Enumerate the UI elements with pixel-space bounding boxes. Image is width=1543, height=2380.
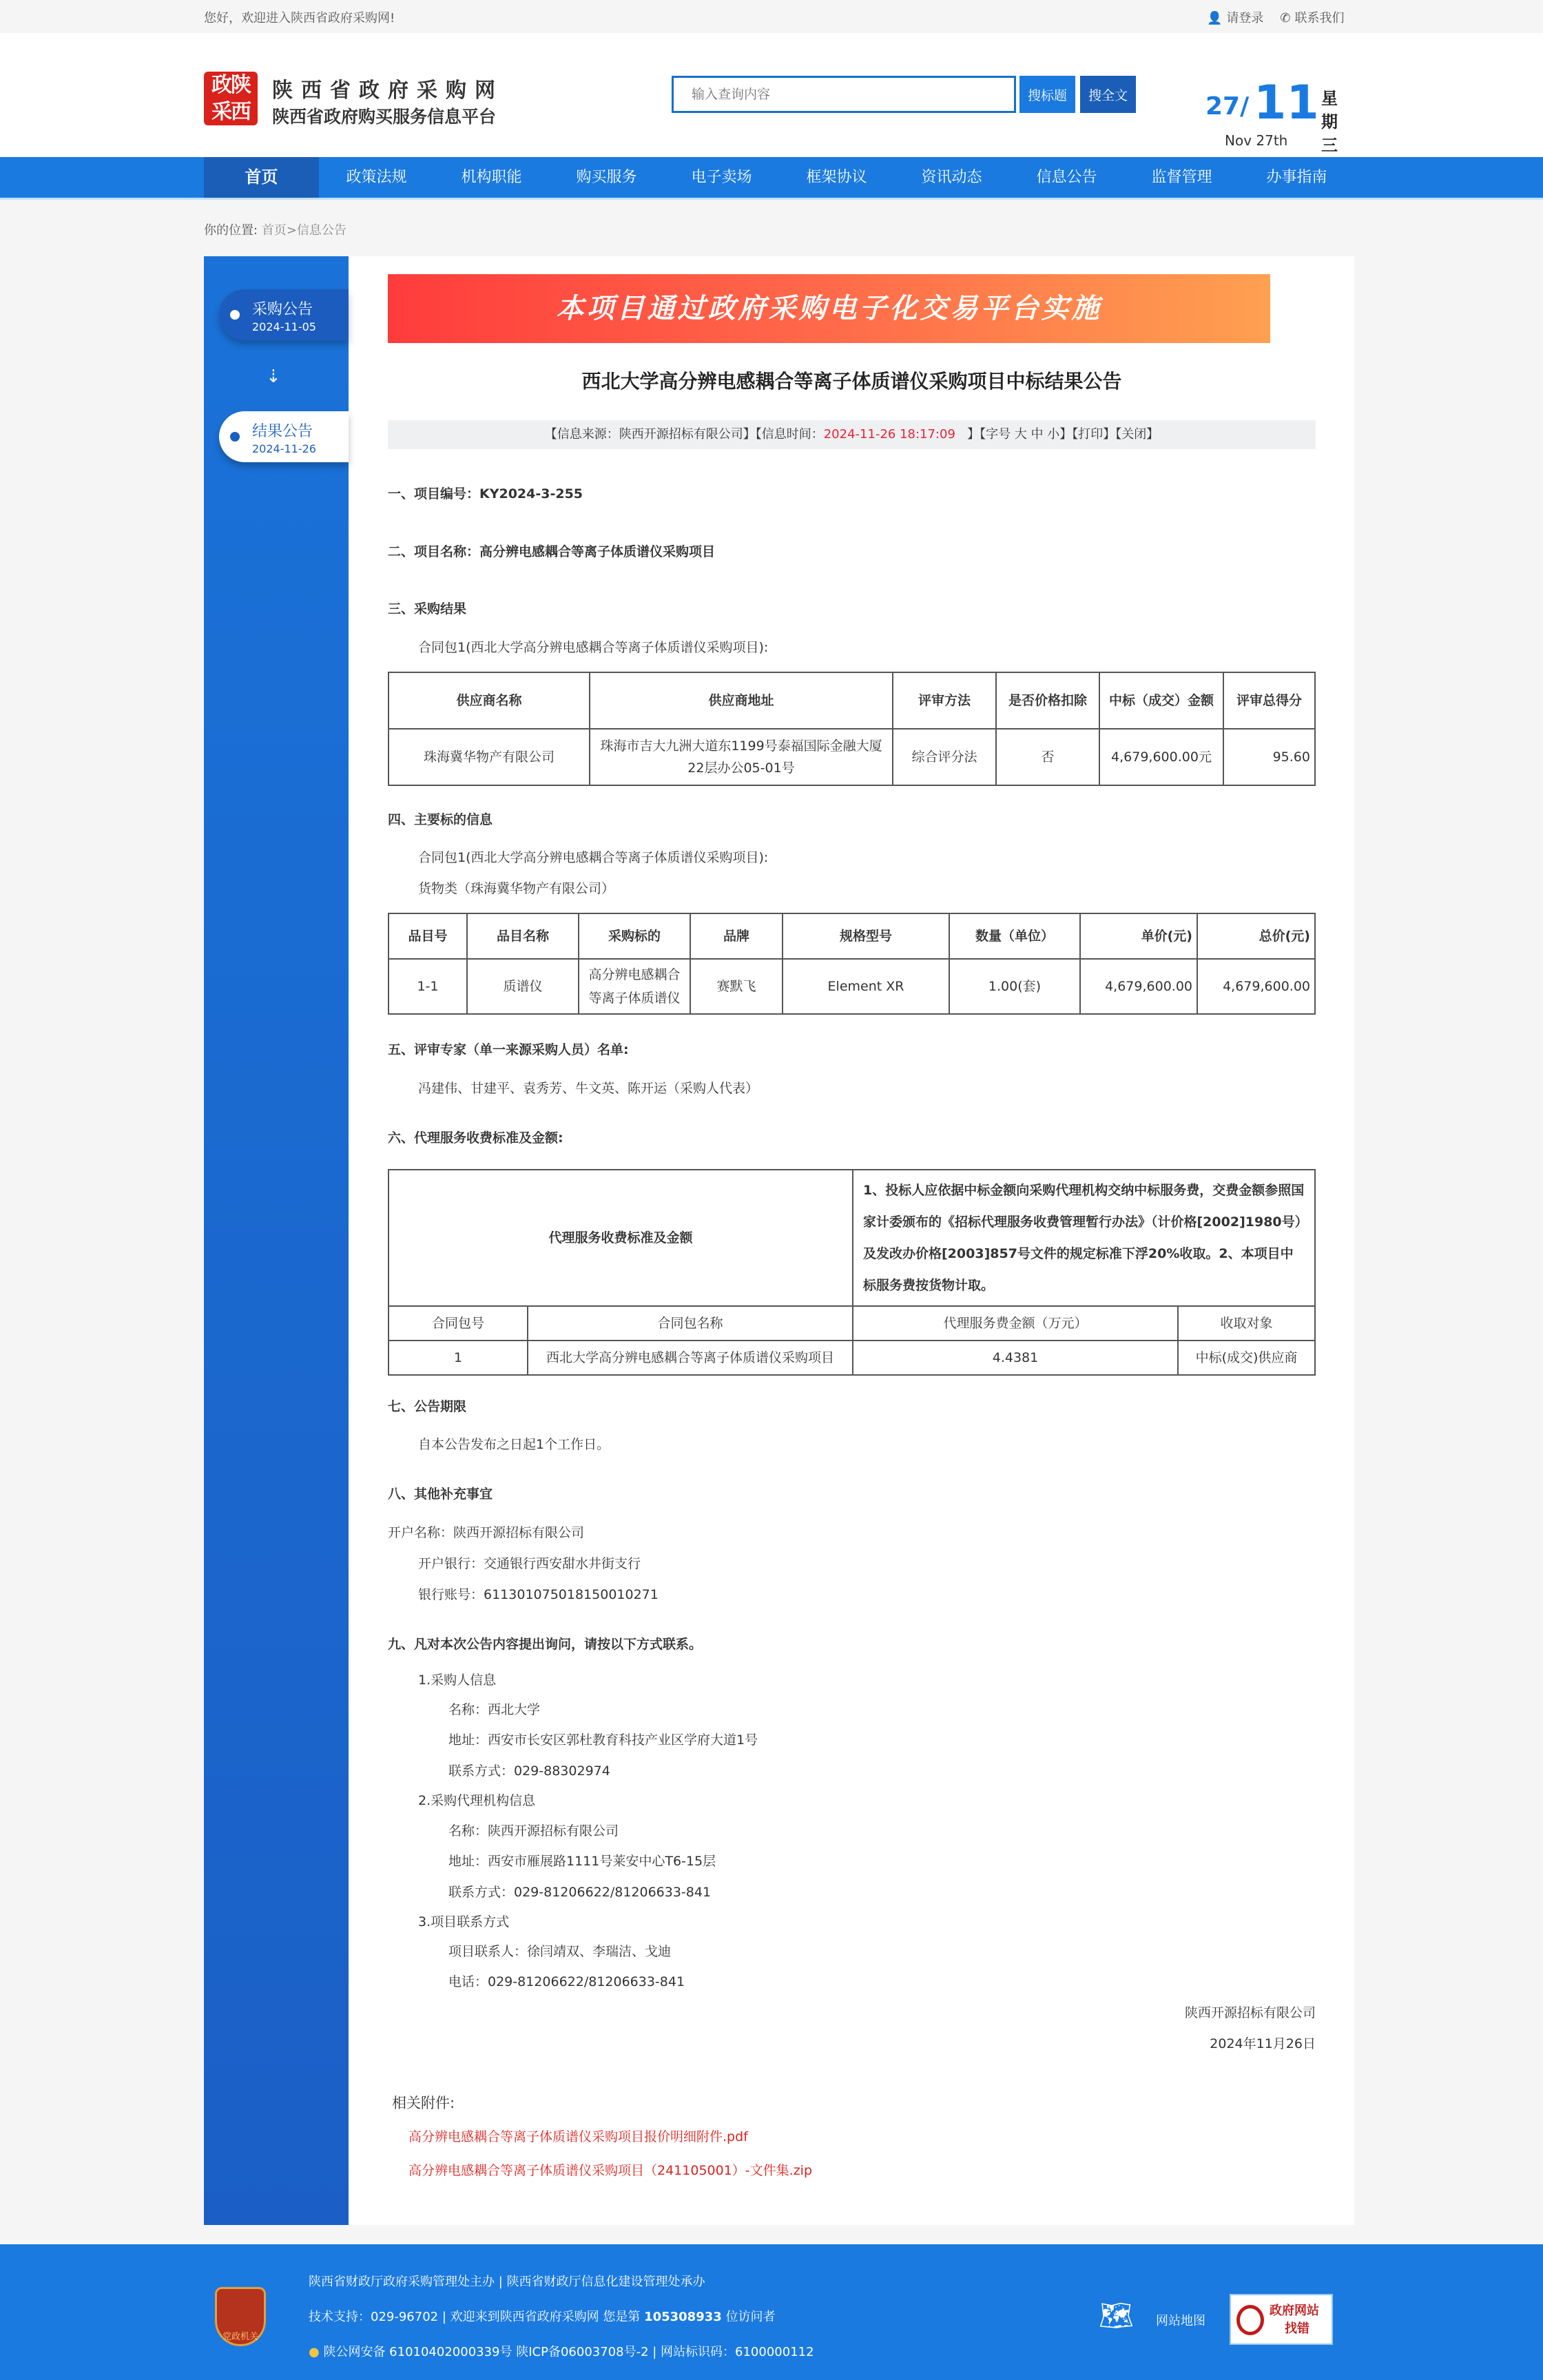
breadcrumb-home[interactable]: 首页: [261, 223, 287, 238]
contact-line: 名称：西北大学: [448, 1702, 541, 1717]
contact-group: 1.采购人信息: [418, 1673, 497, 1688]
period-text: 自本公告发布之日起1个工作日。: [418, 1437, 610, 1452]
signature-date: 2024年11月26日: [1210, 2036, 1316, 2051]
site-subtitle: 陕西省政府购买服务信息平台: [272, 107, 497, 127]
breadcrumb-current[interactable]: >信息公告: [286, 223, 346, 238]
table-row: [389, 1341, 1315, 1375]
footer-support: 技术支持：029-96702 | 欢迎来到陕西省政府采购网 您是第 105308933 位访问者: [309, 2310, 776, 2324]
section-heading: 一、项目编号：KY2024-3-255: [388, 486, 583, 501]
attachments-label: 相关附件:: [392, 2095, 455, 2111]
nav-item[interactable]: 资讯动态: [921, 169, 982, 186]
top-bar: [0, 0, 1543, 33]
result-table: [388, 672, 1316, 786]
section-heading: 七、公告期限: [388, 1399, 467, 1414]
login-label: 请登录: [1226, 11, 1264, 25]
step-label: 采购公告: [252, 301, 313, 318]
footer: [0, 2244, 1543, 2380]
cell: 合同包号: [389, 1306, 528, 1341]
fee-description: 1、投标人应依据中标金额向采购代理机构交纳中标服务费，交费金额参照国家计委颁布的《招标代理服务收费管理暂行办法》（计价格[2002]1980号）及发改办价格[2003]857号文件的规定标准下浮20%收取。2、本项目中标服务费按货物计取。: [853, 1170, 1315, 1306]
footer-sponsor: 陕西省财政厅政府采购管理处主办 | 陕西省财政厅信息化建设管理处承办: [309, 2275, 705, 2289]
cell: Element XR: [783, 959, 949, 1014]
col-header: 是否价格扣除: [996, 672, 1099, 729]
progress-sidebar: [204, 256, 349, 2225]
user-icon: 👤: [1207, 11, 1223, 25]
site-logo[interactable]: 政陕 采西: [204, 72, 258, 125]
contact-link[interactable]: [1280, 8, 1344, 26]
section-heading: 八、其他补充事宜: [388, 1487, 493, 1502]
experts-text: 冯建伟、甘建平、袁秀芳、牛文英、陈开运（采购人代表）: [418, 1081, 759, 1096]
footer-icp: ● 陕公网安备 61010402000339号 陕ICP备06003708号-2 | 网站标识码：6100000112: [309, 2345, 814, 2359]
col-header: 数量（单位）: [949, 913, 1080, 959]
police-emblem-icon: ●: [309, 2345, 320, 2359]
cell: 高分辨电感耦合等离子体质谱仪: [579, 959, 690, 1014]
section-heading: 六、代理服务收费标准及金额:: [388, 1130, 563, 1146]
account-number: 银行账号：611301075018150010271: [418, 1587, 659, 1602]
col-header: 品牌: [690, 913, 783, 959]
col-header: 供应商名称: [389, 672, 590, 729]
section-heading: 五、评审专家（单一来源采购人员）名单:: [388, 1042, 629, 1057]
cell: 珠海冀华物产有限公司: [389, 729, 590, 785]
cell: 否: [996, 729, 1099, 785]
weekday: 星期三: [1321, 89, 1338, 155]
attachment-link[interactable]: 高分辨电感耦合等离子体质谱仪采购项目报价明细附件.pdf: [408, 2129, 748, 2144]
contact-line: 联系方式：029-81206622/81206633-841: [448, 1885, 712, 1900]
visitor-count: 105308933: [644, 2310, 722, 2324]
section-heading: 三、采购结果: [388, 601, 467, 617]
search-fulltext-button[interactable]: 搜全文: [1080, 76, 1136, 113]
step-dot: [230, 432, 240, 442]
search-input[interactable]: [672, 76, 1016, 113]
info-actions[interactable]: 】【字号 大 中 小】【打印】【关闭】: [967, 427, 1159, 442]
welcome-text: 您好，欢迎进入陕西省政府采购网!: [204, 11, 395, 25]
contact-line: 名称：陕西开源招标有限公司: [448, 1823, 619, 1839]
section-heading: 九、凡对本次公告内容提出询问，请按以下方式联系。: [388, 1637, 703, 1652]
cell: 1.00(套): [949, 959, 1080, 1014]
signature-org: 陕西开源招标有限公司: [1184, 2005, 1316, 2020]
cell: 赛默飞: [690, 959, 783, 1014]
table-row: [389, 959, 1315, 1014]
contact-line: 电话：029-81206622/81206633-841: [448, 1974, 685, 1989]
nav-item[interactable]: 电子卖场: [691, 169, 752, 186]
nav-item[interactable]: 办事指南: [1266, 169, 1327, 186]
col-header: 评审总得分: [1223, 672, 1315, 729]
step-label: 结果公告: [252, 423, 313, 440]
col-header: 供应商地址: [590, 672, 893, 729]
platform-banner: 本项目通过政府采购电子化交易平台实施: [388, 274, 1270, 343]
cell: 收取对象: [1178, 1306, 1315, 1341]
attachment-link[interactable]: 高分辨电感耦合等离子体质谱仪采购项目（241105001）-文件集.zip: [408, 2163, 813, 2178]
party-government-badge[interactable]: 党政机关: [215, 2287, 266, 2346]
col-header: 品目名称: [467, 913, 579, 959]
info-source: 【信息来源：陕西开源招标有限公司】【信息时间：: [544, 427, 824, 442]
nav-item[interactable]: 框架协议: [806, 169, 867, 186]
contact-line: 项目联系人：徐闫靖双、李瑞洁、戈迪: [448, 1944, 672, 1959]
account-name: 开户名称：陕西开源招标有限公司: [388, 1525, 585, 1540]
contact-line: 地址：西安市雁展路1111号莱安中心T6-15层: [448, 1854, 716, 1869]
date-day: 27/: [1205, 92, 1250, 121]
items-table: [388, 913, 1316, 1015]
info-bar: [388, 420, 1316, 449]
site-name: 陕西省政府采购网: [272, 79, 504, 103]
contact-group: 2.采购代理机构信息: [418, 1793, 536, 1808]
col-header: 总价(元): [1197, 913, 1315, 959]
report-error-button[interactable]: 政府网站 找错: [1230, 2294, 1333, 2345]
map-icon[interactable]: 🗺: [1099, 2300, 1134, 2332]
col-header: 评审方法: [893, 672, 996, 729]
search-title-button[interactable]: 搜标题: [1019, 76, 1075, 113]
arrow-down-icon: ⇣: [266, 366, 281, 387]
date-month: 11: [1254, 76, 1319, 130]
fee-label: 代理服务收费标准及金额: [389, 1170, 853, 1306]
nav-item[interactable]: 首页: [204, 157, 319, 198]
cell: 代理服务费金额（万元）: [853, 1306, 1178, 1341]
cell: 95.60: [1223, 729, 1315, 785]
package-text: 合同包1(西北大学高分辨电感耦合等离子体质谱仪采购项目):: [418, 850, 769, 865]
col-header: 品目号: [389, 913, 467, 959]
col-header: 采购标的: [579, 913, 690, 959]
col-header: 单价(元): [1080, 913, 1197, 959]
step-result-notice[interactable]: [219, 411, 349, 462]
bank-name: 开户银行：交通银行西安甜水井街支行: [418, 1556, 641, 1571]
cell: 质谱仪: [467, 959, 579, 1014]
main-nav: [0, 157, 1543, 200]
nav-item[interactable]: 政策法规: [346, 169, 407, 186]
nav-item[interactable]: 机构职能: [461, 169, 522, 186]
magnifier-icon: [1236, 2305, 1264, 2335]
nav-item[interactable]: 购买服务: [576, 169, 637, 186]
main-panel: [204, 256, 1354, 2225]
breadcrumb: [204, 220, 346, 238]
table-row: [389, 729, 1315, 785]
section-heading: 二、项目名称：高分辨电感耦合等离子体质谱仪采购项目: [388, 544, 716, 559]
cell: 1-1: [389, 959, 467, 1014]
package-text: 合同包1(西北大学高分辨电感耦合等离子体质谱仪采购项目):: [418, 640, 769, 655]
fee-table: [388, 1169, 1316, 1376]
cell: 4.4381: [853, 1341, 1178, 1375]
contact-label: 联系我们: [1294, 11, 1345, 25]
section-heading: 四、主要标的信息: [388, 812, 493, 827]
login-link[interactable]: [1207, 8, 1263, 26]
col-header: 规格型号: [783, 913, 949, 959]
category-text: 货物类（珠海冀华物产有限公司）: [418, 881, 615, 896]
cell: 中标(成交)供应商: [1178, 1341, 1315, 1375]
cell: 4,679,600.00: [1197, 959, 1315, 1014]
page-title: 西北大学高分辨电感耦合等离子体质谱仪采购项目中标结果公告: [581, 370, 1122, 393]
cell: 1: [389, 1341, 528, 1375]
nav-item[interactable]: 信息公告: [1036, 169, 1097, 186]
step-procurement-notice[interactable]: [219, 289, 349, 340]
contact-line: 联系方式：029-88302974: [448, 1763, 610, 1779]
cell: 4,679,600.00: [1080, 959, 1197, 1014]
sitemap-link[interactable]: 网站地图: [1156, 2314, 1205, 2328]
step-dot: [230, 310, 240, 320]
step-date: 2024-11-05: [252, 320, 316, 333]
cell: 综合评分法: [893, 729, 996, 785]
col-header: 中标（成交）金额: [1099, 672, 1223, 729]
phone-icon: ✆: [1280, 11, 1291, 25]
info-time: 2024-11-26 18:17:09: [823, 427, 955, 442]
cell: 珠海市吉大九洲大道东1199号泰福国际金融大厦22层办公05-01号: [590, 729, 893, 785]
cell: 合同包名称: [528, 1306, 853, 1341]
nav-item[interactable]: 监督管理: [1151, 169, 1212, 186]
breadcrumb-label: 你的位置:: [204, 223, 258, 238]
cell: 4,679,600.00元: [1099, 729, 1223, 785]
contact-group: 3.项目联系方式: [418, 1914, 510, 1929]
cell: 西北大学高分辨电感耦合等离子体质谱仪采购项目: [528, 1341, 853, 1375]
contact-line: 地址：西安市长安区郭杜教育科技产业区学府大道1号: [448, 1732, 758, 1748]
header: [0, 33, 1543, 157]
date-english: Nov 27th: [1225, 132, 1288, 149]
step-date: 2024-11-26: [252, 442, 316, 455]
